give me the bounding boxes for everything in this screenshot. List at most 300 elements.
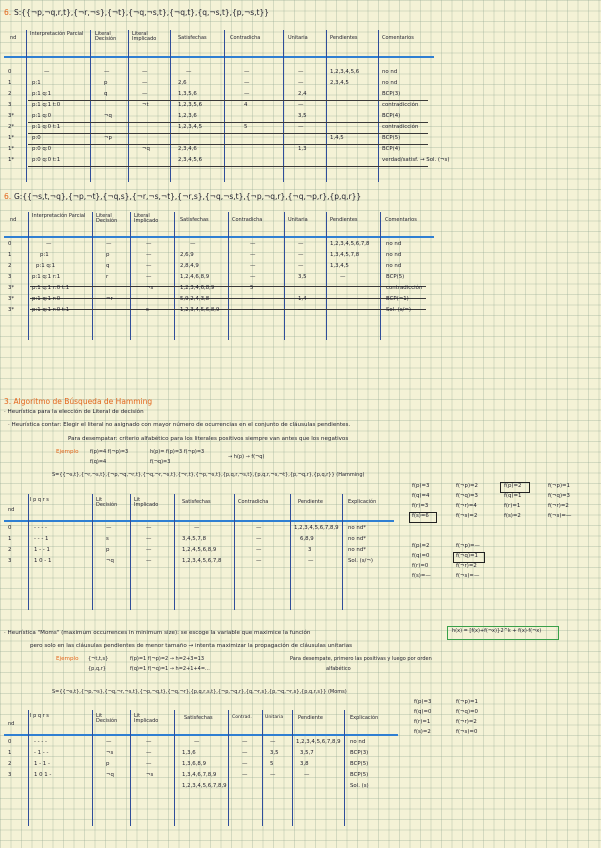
- freq: f(¬s)=—: [548, 513, 572, 519]
- cell: —: [194, 739, 200, 745]
- g2-vline: [326, 212, 327, 340]
- cell: p:1: [40, 252, 49, 258]
- cell: —: [146, 525, 152, 531]
- g1-vline: [224, 30, 225, 182]
- freq: f(¬q)=3: [456, 493, 478, 499]
- g1-col-litimp: Literal Implicado: [132, 31, 157, 42]
- cell: 3: [308, 547, 312, 553]
- g2-vline: [228, 212, 229, 340]
- s4-example-d: f(q)=1 f(¬q)=1 → h=2+1+4=...: [130, 666, 210, 672]
- g1-vline: [90, 30, 91, 182]
- s4-vline: [92, 710, 93, 826]
- g1-col-interp: Interpretación Parcial: [30, 31, 84, 37]
- s3-vline: [130, 494, 131, 610]
- cell: ¬p: [104, 135, 112, 141]
- cell: 1,2,3,4,5,6,7,8: [182, 558, 222, 564]
- cell: —: [242, 739, 248, 745]
- cell: p:1 q:0 t:1: [32, 124, 61, 130]
- freq: f(¬s)=0: [456, 729, 478, 735]
- cell: contradicción: [386, 285, 423, 291]
- s3-col-interp: I p q r s: [30, 497, 49, 503]
- cell: 1: [8, 252, 12, 258]
- freq: f(s)=2: [414, 729, 431, 735]
- cell: s: [106, 536, 109, 542]
- cell: 1 - 1 -: [34, 761, 50, 767]
- g2-vline: [380, 212, 381, 340]
- cell: p:1 q:1 t:0: [32, 102, 61, 108]
- cell: 1,3: [298, 146, 307, 152]
- cell: p:1 q:0: [32, 113, 52, 119]
- s3-col-pend: Pendiente: [298, 499, 323, 505]
- section-3-line3: Para desempatar: criterio alfabético para los literales positivos siempre van antes que los negativos: [68, 436, 349, 442]
- cell: 1,3,5,6: [178, 91, 197, 97]
- g1-row-rule: [28, 122, 428, 123]
- cell: ¬q: [104, 113, 112, 119]
- cell: 3,4,5,7,8: [182, 536, 207, 542]
- cell: —: [146, 547, 152, 553]
- cell: Sol. (s): [350, 783, 369, 789]
- g2-col-unitaria: Unitaria: [288, 217, 308, 223]
- freq: f(¬q)=3: [548, 493, 570, 499]
- s3-vline: [92, 494, 93, 610]
- s4-col-nd: nd: [8, 721, 15, 727]
- cell: 5,9,2,4,3,8: [180, 296, 210, 302]
- s4-example-c: f(p)=1 f(¬p)=2 → h=2+3=13: [130, 656, 205, 662]
- s3-vline: [234, 494, 235, 610]
- freq: f(p)=2: [504, 483, 522, 489]
- s4-example-note1: Para desempate, primero las positivas y luego por orden: [290, 656, 432, 662]
- cell: p:1 q:1: [32, 91, 52, 97]
- cell: 2: [8, 761, 12, 767]
- freq: f(¬p)=2: [456, 483, 478, 489]
- g1-col-litdec: Literal Decisión: [95, 31, 117, 42]
- cell: 5: [250, 285, 254, 291]
- s4-header-rule: [4, 734, 398, 736]
- cell: 1,2,3,4,5,6,7,8,9: [182, 783, 227, 789]
- cell: —: [146, 241, 152, 247]
- cell: —: [298, 307, 304, 313]
- section-g2-title: G:{{¬s,t,¬q},{¬p,¬t},{¬q,s},{¬r,¬s,¬t},{¬r,s},{¬q,¬s,t},{¬p,¬q,r},{¬q,¬p,r},{p,q,r}}: [14, 192, 362, 201]
- g1-vline: [26, 30, 27, 182]
- cell: 1,2,3,5,6: [178, 102, 203, 108]
- cell: - - - -: [34, 739, 47, 745]
- cell: 3*: [8, 307, 15, 313]
- s3-col-satisf: Satisfechas: [182, 499, 211, 505]
- s3-example-b: f(q)=4: [90, 459, 107, 465]
- s3-formula: S={{¬s,t},{¬r,¬s,t},{¬p,¬q,¬r,t},{¬q,¬r,¬s,t},{¬r,t},{¬p,¬s,t},{p,q,r,¬s,t},{p,q,r,¬s,¬t},{p,¬q,r},{p,q,r}} (Hamming): [52, 472, 365, 478]
- freq: f(¬q)=0: [456, 709, 478, 715]
- cell: 1,2,3,4,5,6,8,9: [180, 307, 220, 313]
- g2-vline: [92, 212, 93, 340]
- cell: p: [106, 547, 110, 553]
- freq: f(¬r)=2: [456, 563, 477, 569]
- cell: p:1 q:1: [36, 263, 56, 269]
- cell: 1,2,3,4,5,6,7,8: [330, 241, 370, 247]
- section-3-title: 3. Algoritmo de Búsqueda de Hamming: [4, 397, 153, 406]
- g2-header-rule: [4, 236, 434, 238]
- cell: —: [244, 69, 250, 75]
- freq: f(¬r)=2: [456, 719, 477, 725]
- cell: p:1 q:1 r:0: [32, 296, 61, 302]
- cell: 3,5: [270, 750, 279, 756]
- cell: BCP(5): [386, 274, 405, 280]
- g1-col-pend: Pendientes: [330, 35, 358, 41]
- cell: 1*: [8, 146, 15, 152]
- cell: contradicción: [382, 124, 419, 130]
- s4-vline: [344, 710, 345, 826]
- cell: no nd*: [348, 536, 366, 542]
- cell: ¬s: [146, 285, 154, 291]
- cell: 3,5,7: [300, 750, 314, 756]
- s3-example-label: Ejemplo: [56, 449, 79, 455]
- cell: 1,4,5: [330, 135, 344, 141]
- g1-row-rule: [28, 144, 428, 145]
- cell: —: [146, 263, 152, 269]
- cell: ¬q: [142, 146, 150, 152]
- s4-vline: [130, 710, 131, 826]
- cell: 2,4: [298, 91, 307, 97]
- cell: BCP(5): [350, 772, 369, 778]
- cell: p:1: [32, 80, 41, 86]
- cell: —: [256, 525, 262, 531]
- s4-example-a: {¬t,t,s}: [88, 656, 109, 662]
- cell: no nd: [350, 739, 366, 745]
- cell: 1,3,4,5: [330, 263, 349, 269]
- cell: ¬t: [142, 102, 149, 108]
- g2-row-rule: [30, 286, 426, 287]
- g2-vline: [28, 212, 29, 340]
- cell: —: [270, 772, 276, 778]
- s4-col-pend: Pendiente: [298, 715, 323, 721]
- cell: 1,3,6,8,9: [182, 761, 207, 767]
- g1-vline: [326, 30, 327, 182]
- cell: —: [146, 750, 152, 756]
- cell: —: [186, 69, 192, 75]
- s4-col-unitaria: Unitaria: [265, 715, 284, 720]
- s4-formula: S={{¬s,t},{¬p,¬s},{¬q,¬r,¬s,t},{¬p,¬q,t},{¬q,¬r},{p,q,r,s,t},{¬p,¬q,r},{q,¬r,s},{p,¬q,¬r,s},{p,q,r,s}} (Moms): [52, 689, 347, 695]
- g2-col-litdec: Literal Decisión: [96, 213, 118, 224]
- cell: p: [106, 252, 110, 258]
- cell: ¬r: [106, 296, 113, 302]
- g2-row-rule: [30, 309, 426, 310]
- s4-example-label: Ejemplo: [56, 656, 79, 662]
- cell: —: [190, 241, 196, 247]
- cell: 3: [8, 558, 12, 564]
- g1-col-nd: nd: [10, 35, 17, 41]
- freq: f(q)=1: [504, 493, 522, 499]
- cell: —: [250, 252, 256, 258]
- cell: BCP(4): [382, 113, 401, 119]
- freq: f(r)=0: [412, 563, 429, 569]
- s3-vline: [174, 494, 175, 610]
- cell: —: [250, 263, 256, 269]
- cell: 2: [8, 91, 12, 97]
- g1-vline: [283, 30, 284, 182]
- s3-col-litimp: Lit Implicado: [134, 497, 159, 508]
- freq: f(¬r)=2: [548, 503, 569, 509]
- cell: 2: [8, 263, 12, 269]
- g2-vline: [174, 212, 175, 340]
- cell: —: [146, 739, 152, 745]
- cell: 1: [8, 80, 12, 86]
- cell: no nd: [382, 69, 398, 75]
- cell: BCP(4): [382, 146, 401, 152]
- cell: —: [106, 739, 112, 745]
- cell: 3: [8, 102, 12, 108]
- cell: 1: [8, 536, 12, 542]
- cell: BCP(3): [350, 750, 369, 756]
- s4-vline: [262, 710, 263, 826]
- cell: 1 0 1 -: [34, 772, 52, 778]
- cell: —: [304, 772, 310, 778]
- cell: 0: [8, 739, 12, 745]
- freq: f(¬r)=4: [456, 503, 477, 509]
- g2-col-nd: nd: [10, 217, 17, 223]
- cell: —: [142, 80, 148, 86]
- g1-vline: [128, 30, 129, 182]
- freq: f(r)=1: [504, 503, 521, 509]
- g1-col-unitaria: Unitaria: [288, 35, 308, 41]
- s3-vline: [290, 494, 291, 610]
- freq: f(¬q)=1: [456, 553, 478, 559]
- s3-header-rule: [4, 520, 394, 522]
- s3-freq-highlight: [409, 512, 437, 523]
- freq: f(p)=3: [414, 699, 432, 705]
- cell: —: [256, 558, 262, 564]
- freq: f(r)=3: [412, 503, 429, 509]
- cell: 1,2,3,4,5: [178, 124, 203, 130]
- cell: —: [250, 296, 256, 302]
- freq: f(r)=1: [414, 719, 431, 725]
- cell: 1,2,3,4,5,6: [330, 69, 360, 75]
- g1-row-rule: [28, 100, 428, 101]
- cell: no nd: [386, 252, 402, 258]
- cell: 5: [244, 124, 248, 130]
- freq: f(s)=6: [412, 513, 429, 519]
- cell: —: [104, 69, 110, 75]
- s4-vline: [292, 710, 293, 826]
- g1-row-rule: [28, 166, 428, 167]
- cell: p:1 q:1 r:0 t:1: [32, 307, 70, 313]
- s4-col-litimp: Lit Implicado: [134, 713, 159, 724]
- section-3-line1: · Heurística para la elección de Literal de decisión: [4, 409, 144, 415]
- s3-freq-highlight: [453, 552, 485, 563]
- cell: —: [250, 307, 256, 313]
- freq: f(¬p)=1: [548, 483, 570, 489]
- cell: 1,2,4,5,6,8,9: [182, 547, 217, 553]
- cell: ¬q: [106, 772, 114, 778]
- s4-example-b: {p,q,r}: [88, 666, 106, 672]
- s4-vline: [228, 710, 229, 826]
- cell: —: [242, 761, 248, 767]
- cell: 0: [8, 241, 12, 247]
- cell: 0: [8, 69, 12, 75]
- freq: f(q)=0: [414, 709, 432, 715]
- freq: f(q)=0: [412, 553, 430, 559]
- g1-row-rule: [28, 133, 428, 134]
- cell: ¬q: [106, 558, 114, 564]
- cell: q: [106, 263, 110, 269]
- cell: p:1 q:1 r:1: [32, 274, 61, 280]
- cell: —: [146, 252, 152, 258]
- freq: f(q)=4: [412, 493, 430, 499]
- cell: 1,2,3,4,5,6,7,8,9: [294, 525, 339, 531]
- cell: —: [298, 252, 304, 258]
- cell: p:0 q:0: [32, 146, 52, 152]
- cell: 3,5: [298, 113, 307, 119]
- cell: p:0 q:0 t:1: [32, 157, 61, 163]
- cell: —: [146, 761, 152, 767]
- freq: f(p)=2: [412, 543, 430, 549]
- s4-col-litdec: Lit Decisión: [96, 713, 118, 724]
- g2-col-contrad: Contradicha: [232, 217, 263, 223]
- cell: 3,5: [298, 274, 307, 280]
- cell: s: [146, 307, 149, 313]
- s3-example-a: f(p)=4 f(¬p)=3: [90, 449, 129, 455]
- s4-col-satisf: Satisfechas: [184, 715, 213, 721]
- cell: 1,3,4,6,7,8,9: [182, 772, 217, 778]
- cell: 2,3,4,5,6: [178, 157, 203, 163]
- cell: 1,2,3,4,5,6,7,8,9: [296, 739, 341, 745]
- s3-col-nd: nd: [8, 507, 15, 513]
- cell: 1,3,4,5,7,8: [330, 252, 360, 258]
- cell: contradicción: [382, 102, 419, 108]
- g1-header-rule: [4, 56, 434, 58]
- cell: 2,8,4,9: [180, 263, 199, 269]
- cell: p: [106, 761, 110, 767]
- section-3-line2: · Heurística contar: Elegir el literal no asignado con mayor número de ocurrencias en el conjunto de cláusulas pendientes.: [8, 422, 351, 428]
- cell: —: [194, 525, 200, 531]
- cell: 2,3,4,5: [330, 80, 349, 86]
- cell: 1 - - 1: [34, 547, 50, 553]
- cell: Sol. (s/¬): [348, 558, 373, 564]
- s3-example-d: f(¬q)=3: [150, 459, 171, 465]
- g2-col-coment: Comentarios: [385, 217, 417, 223]
- cell: —: [250, 274, 256, 280]
- cell: p:1 q:1 r:0 t:1: [32, 285, 70, 291]
- s3-col-litdec: Lit Decisión: [96, 497, 118, 508]
- cell: 1*: [8, 135, 15, 141]
- cell: no nd*: [348, 525, 366, 531]
- cell: 1: [8, 750, 12, 756]
- cell: p: [104, 80, 108, 86]
- s4-col-contrad: Contrad.: [232, 715, 252, 720]
- cell: —: [46, 241, 52, 247]
- cell: —: [256, 547, 262, 553]
- g2-vline: [284, 212, 285, 340]
- freq: f(p)=3: [412, 483, 430, 489]
- s3-vline: [28, 494, 29, 610]
- freq: f(¬p)=—: [456, 543, 480, 549]
- cell: r: [106, 274, 109, 280]
- cell: - - - 1: [34, 536, 49, 542]
- g1-col-contrad: Contradicha: [230, 35, 261, 41]
- cell: 3: [8, 772, 12, 778]
- g2-col-litimp: Literal Implicado: [134, 213, 159, 224]
- g1-col-satisf: Satisfechas: [178, 35, 207, 41]
- cell: —: [106, 525, 112, 531]
- cell: 2*: [8, 124, 15, 130]
- cell: 1*: [8, 157, 15, 163]
- section-4-line1: · Heurística "Moms" (maximum occurrences in minimum size): se escoge la variable que maximice la función: [4, 630, 311, 636]
- g2-col-satisf: Satisfechas: [180, 217, 209, 223]
- cell: —: [298, 263, 304, 269]
- cell: no nd*: [348, 547, 366, 553]
- section-g1-marker: 6.: [4, 8, 12, 17]
- g2-col-interp: Interpretación Parcial: [32, 213, 86, 219]
- section-4-line2: pero solo en las cláusulas pendientes de menor tamaño → intenta maximizar la propagación de cláusulas unitarias: [30, 643, 353, 649]
- cell: —: [308, 558, 314, 564]
- cell: ¬s: [146, 772, 154, 778]
- cell: ¬s: [106, 750, 114, 756]
- s4-col-coment: Explicación: [350, 715, 379, 721]
- s3-example-e: → h(p) → f(¬q): [228, 454, 265, 460]
- cell: 1,3,6: [182, 750, 196, 756]
- cell: 2,6,9: [180, 252, 194, 258]
- cell: —: [340, 274, 346, 280]
- cell: 6,8,9: [300, 536, 314, 542]
- cell: —: [298, 69, 304, 75]
- freq: f(¬s)=2: [456, 513, 478, 519]
- cell: 2: [8, 547, 12, 553]
- cell: —: [250, 241, 256, 247]
- cell: 3*: [8, 296, 15, 302]
- cell: —: [146, 274, 152, 280]
- cell: 2,6: [178, 80, 187, 86]
- cell: —: [298, 80, 304, 86]
- cell: —: [244, 80, 250, 86]
- freq: f(s)=2: [504, 513, 521, 519]
- cell: —: [44, 69, 50, 75]
- cell: - - - -: [34, 525, 47, 531]
- g2-vline: [130, 212, 131, 340]
- cell: 0: [8, 525, 12, 531]
- section-g1-title: S:{{¬p,¬q,r,t},{¬r,¬s},{¬t},{¬q,¬s,t},{¬q,t},{q,¬s,t},{p,¬s,t}}: [14, 8, 270, 17]
- cell: —: [270, 739, 276, 745]
- g1-vline: [378, 30, 379, 182]
- cell: —: [142, 91, 148, 97]
- cell: 3: [8, 274, 12, 280]
- cell: —: [298, 102, 304, 108]
- cell: 1 0 - 1: [34, 558, 52, 564]
- s3-col-coment: Explicación: [348, 499, 377, 505]
- cell: no nd: [382, 80, 398, 86]
- cell: —: [298, 124, 304, 130]
- freq: f(¬s)=—: [456, 573, 480, 579]
- cell: —: [244, 91, 250, 97]
- g2-row-rule: [30, 298, 426, 299]
- cell: BCP(5): [382, 135, 401, 141]
- cell: no nd: [386, 241, 402, 247]
- g1-col-coment: Comentarios: [382, 35, 414, 41]
- cell: 1,2,4,6,8,9: [180, 274, 210, 280]
- cell: —: [242, 772, 248, 778]
- cell: 1,2,3,4,6,8,9: [180, 285, 215, 291]
- g1-vline: [170, 30, 171, 182]
- cell: 3*: [8, 285, 15, 291]
- s4-vline: [174, 710, 175, 826]
- s3-col-contrad: Contradicha: [238, 499, 269, 505]
- cell: 5: [270, 761, 274, 767]
- s4-example-note2: alfabético: [326, 666, 351, 672]
- cell: —: [256, 536, 262, 542]
- s3-vline: [342, 494, 343, 610]
- s3-example-c: h(p)= f(p)=3 f(¬p)=3: [150, 449, 205, 455]
- cell: —: [242, 750, 248, 756]
- s4-vline: [28, 710, 29, 826]
- cell: —: [142, 69, 148, 75]
- freq: f(s)=—: [412, 573, 431, 579]
